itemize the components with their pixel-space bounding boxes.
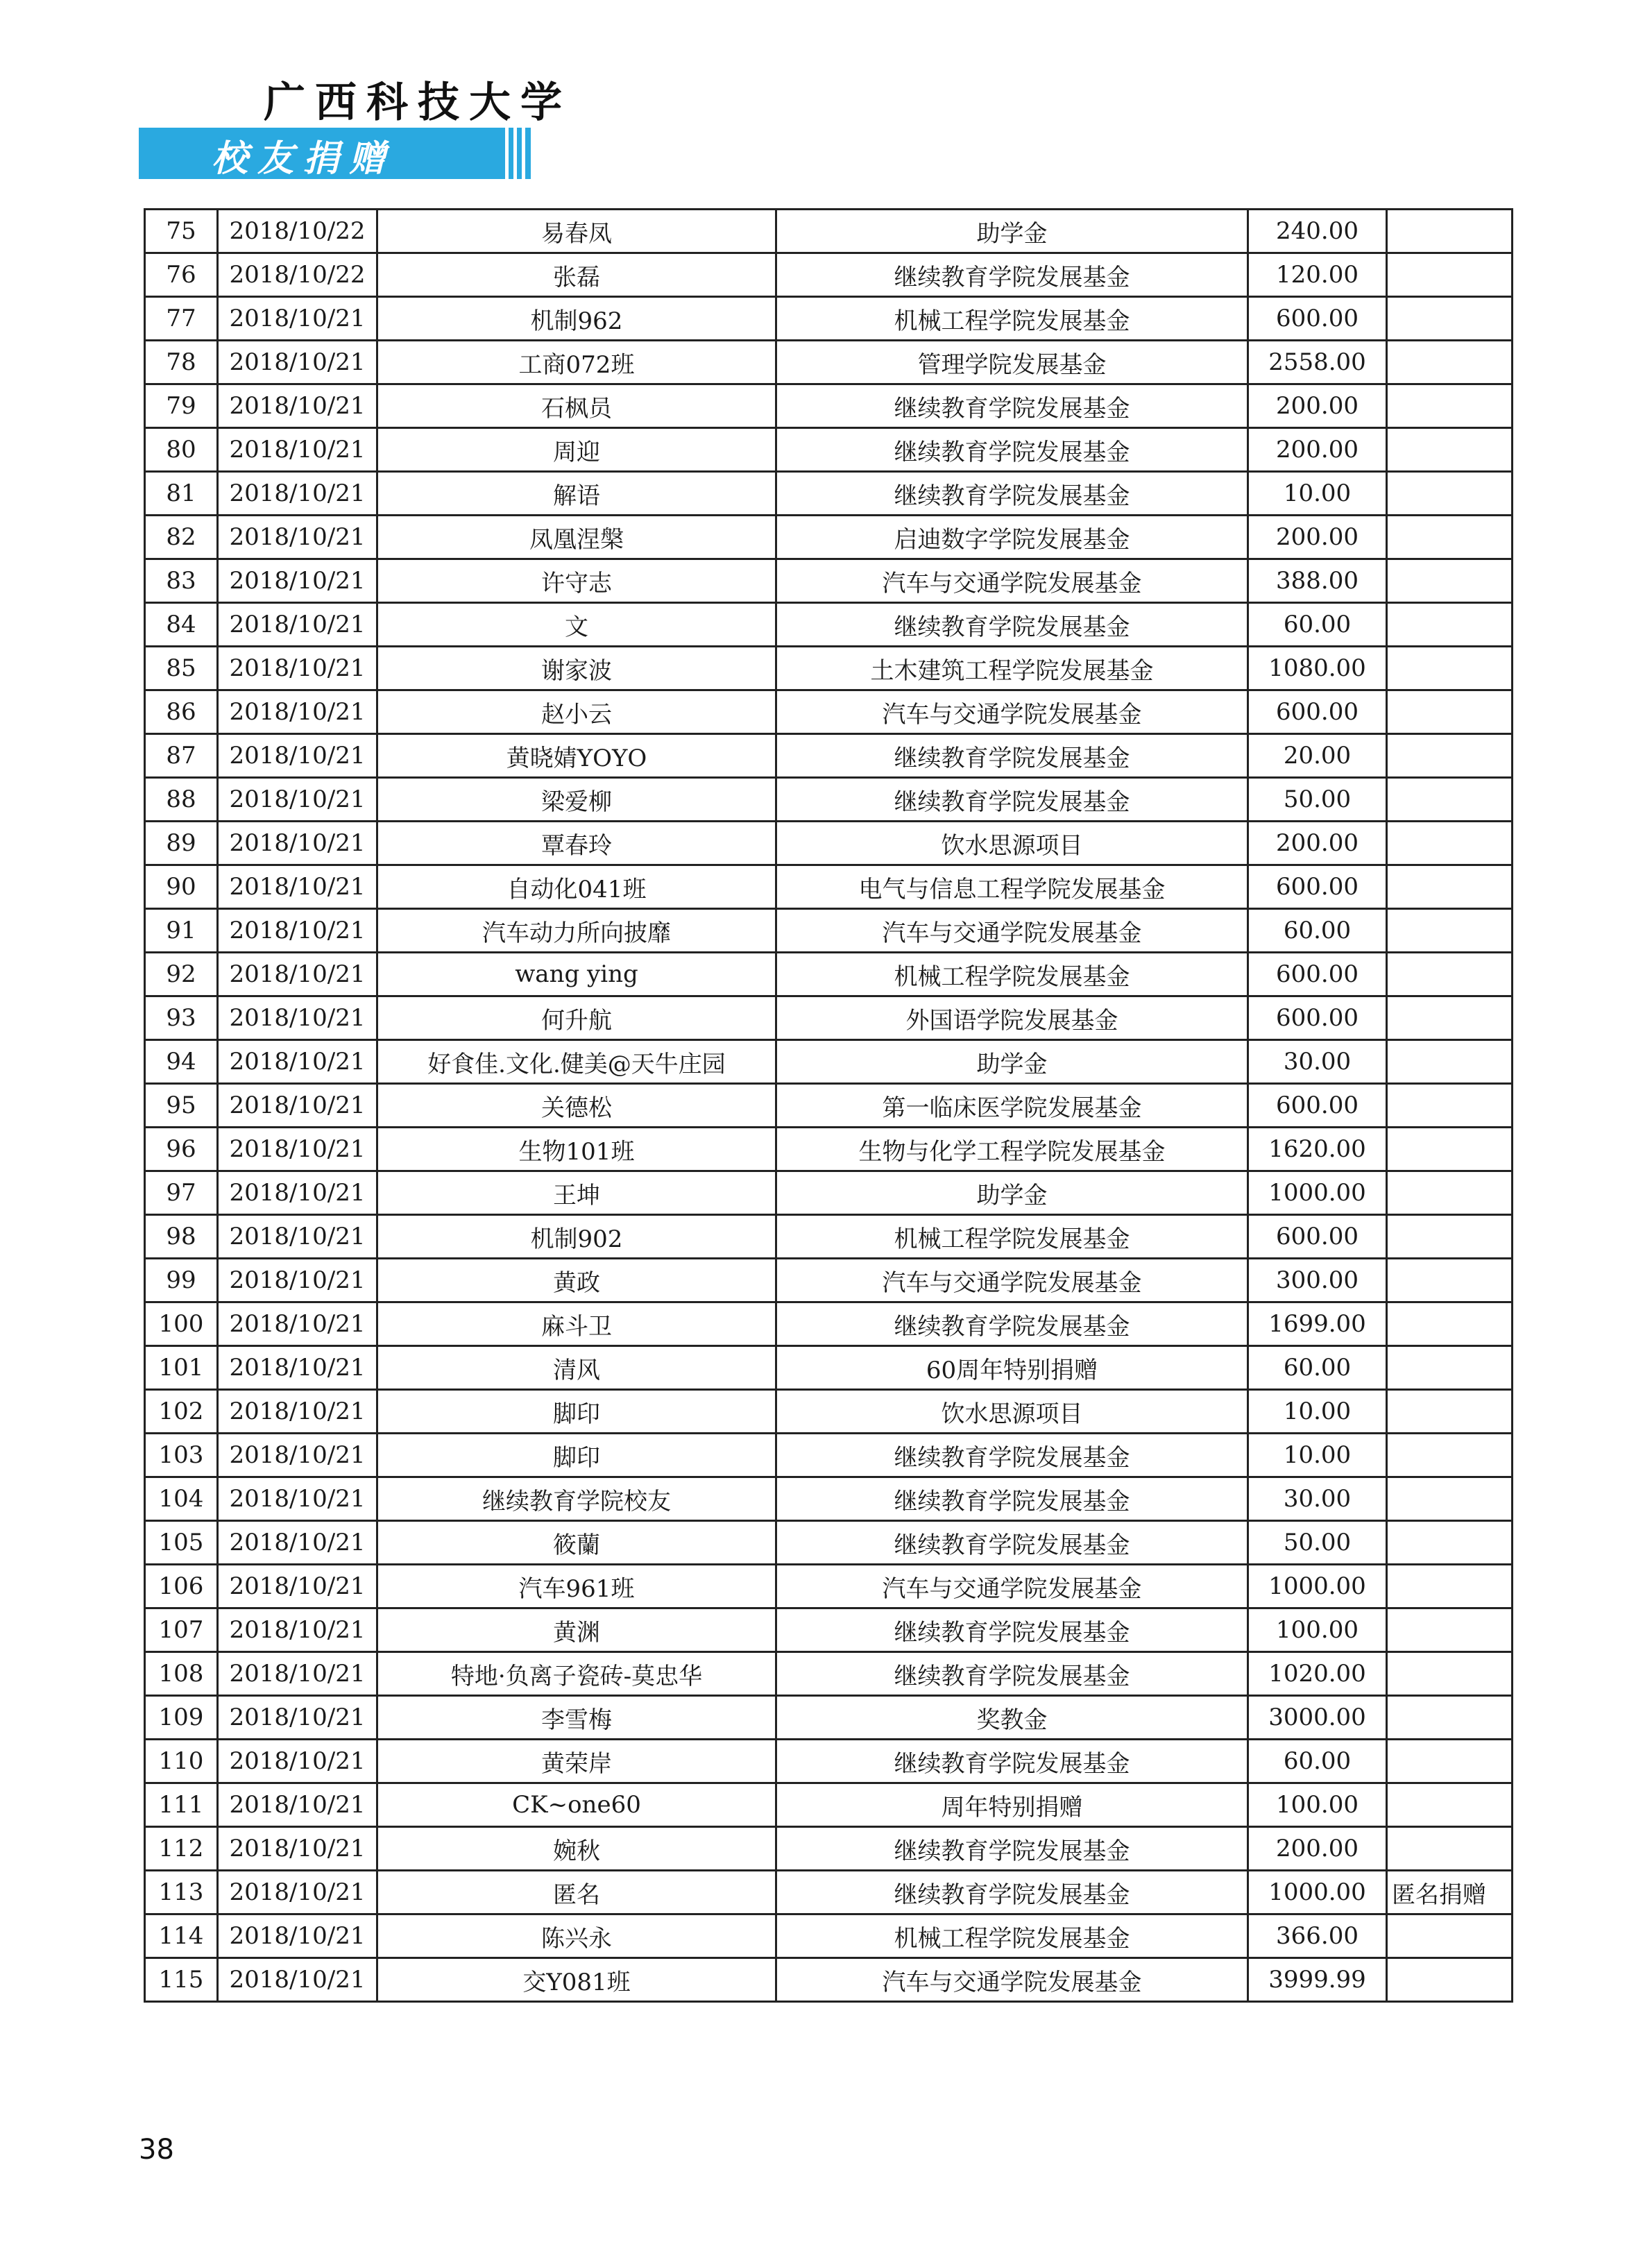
fund-name: 继续教育学院发展基金 <box>776 1521 1248 1565</box>
donation-date: 2018/10/21 <box>218 1215 377 1259</box>
fund-name: 机械工程学院发展基金 <box>776 1914 1248 1958</box>
fund-name: 饮水思源项目 <box>776 822 1248 865</box>
donation-date: 2018/10/21 <box>218 1696 377 1740</box>
row-number: 78 <box>145 341 218 384</box>
donation-note <box>1387 1565 1513 1608</box>
donor-name: 筱蘭 <box>377 1521 776 1565</box>
table-row <box>145 865 1513 909</box>
donation-date: 2018/10/21 <box>218 1827 377 1871</box>
table-row <box>145 516 1513 559</box>
row-number: 83 <box>145 559 218 603</box>
row-number: 82 <box>145 516 218 559</box>
fund-name: 继续教育学院发展基金 <box>776 1871 1248 1914</box>
donation-amount: 200.00 <box>1248 516 1387 559</box>
table-row <box>145 1914 1513 1958</box>
fund-name: 继续教育学院发展基金 <box>776 1827 1248 1871</box>
donation-note <box>1387 778 1513 822</box>
donation-amount: 30.00 <box>1248 1040 1387 1084</box>
fund-name: 继续教育学院发展基金 <box>776 428 1248 472</box>
donation-date: 2018/10/21 <box>218 647 377 690</box>
table-row <box>145 734 1513 778</box>
row-number: 108 <box>145 1652 218 1696</box>
donation-note <box>1387 1390 1513 1434</box>
donation-note <box>1387 647 1513 690</box>
donation-date: 2018/10/21 <box>218 559 377 603</box>
table-row <box>145 428 1513 472</box>
donor-name: 脚印 <box>377 1390 776 1434</box>
donor-name: 清风 <box>377 1346 776 1390</box>
donation-amount: 50.00 <box>1248 1521 1387 1565</box>
table-row <box>145 1040 1513 1084</box>
donation-note <box>1387 1346 1513 1390</box>
banner-stripe <box>522 128 525 179</box>
donation-amount: 10.00 <box>1248 1390 1387 1434</box>
fund-name: 汽车与交通学院发展基金 <box>776 909 1248 953</box>
table-row <box>145 559 1513 603</box>
banner-stripe <box>513 128 517 179</box>
donation-amount: 1020.00 <box>1248 1652 1387 1696</box>
row-number: 84 <box>145 603 218 647</box>
donor-name: 好食佳.文化.健美@天牛庄园 <box>377 1040 776 1084</box>
table-row <box>145 1434 1513 1477</box>
donation-amount: 100.00 <box>1248 1783 1387 1827</box>
table-row <box>145 996 1513 1040</box>
row-number: 109 <box>145 1696 218 1740</box>
donation-amount: 200.00 <box>1248 384 1387 428</box>
donation-date: 2018/10/21 <box>218 996 377 1040</box>
table-row <box>145 1696 1513 1740</box>
donation-amount: 10.00 <box>1248 472 1387 516</box>
table-row <box>145 603 1513 647</box>
fund-name: 继续教育学院发展基金 <box>776 472 1248 516</box>
donation-note <box>1387 1696 1513 1740</box>
donation-note <box>1387 1958 1513 2002</box>
donor-name: 何升航 <box>377 996 776 1040</box>
donation-note <box>1387 1783 1513 1827</box>
donation-date: 2018/10/21 <box>218 428 377 472</box>
donor-name: 张磊 <box>377 253 776 297</box>
donation-date: 2018/10/21 <box>218 1171 377 1215</box>
row-number: 97 <box>145 1171 218 1215</box>
fund-name: 继续教育学院发展基金 <box>776 1302 1248 1346</box>
table-row <box>145 384 1513 428</box>
fund-name: 汽车与交通学院发展基金 <box>776 1958 1248 2002</box>
donor-name: 周迎 <box>377 428 776 472</box>
donation-date: 2018/10/21 <box>218 1608 377 1652</box>
fund-name: 继续教育学院发展基金 <box>776 1477 1248 1521</box>
row-number: 90 <box>145 865 218 909</box>
table-row <box>145 1477 1513 1521</box>
table-row <box>145 1565 1513 1608</box>
table-row <box>145 953 1513 996</box>
donor-name: 易春凤 <box>377 210 776 253</box>
donation-note <box>1387 384 1513 428</box>
fund-name: 汽车与交通学院发展基金 <box>776 690 1248 734</box>
donation-amount: 60.00 <box>1248 1740 1387 1783</box>
donor-name: 谢家波 <box>377 647 776 690</box>
table-row <box>145 647 1513 690</box>
table-row <box>145 1084 1513 1128</box>
row-number: 100 <box>145 1302 218 1346</box>
donation-amount: 200.00 <box>1248 822 1387 865</box>
donation-note <box>1387 1521 1513 1565</box>
table-row <box>145 1958 1513 2002</box>
row-number: 107 <box>145 1608 218 1652</box>
donation-note <box>1387 1259 1513 1302</box>
donation-date: 2018/10/21 <box>218 865 377 909</box>
row-number: 75 <box>145 210 218 253</box>
donation-amount: 1080.00 <box>1248 647 1387 690</box>
donor-name: 机制902 <box>377 1215 776 1259</box>
donor-name: wang ying <box>377 953 776 996</box>
donation-amount: 3000.00 <box>1248 1696 1387 1740</box>
donation-note <box>1387 734 1513 778</box>
donation-date: 2018/10/21 <box>218 1346 377 1390</box>
donation-date: 2018/10/21 <box>218 1259 377 1302</box>
donation-amount: 366.00 <box>1248 1914 1387 1958</box>
row-number: 110 <box>145 1740 218 1783</box>
section-title: 校友捐赠 <box>212 138 395 180</box>
row-number: 80 <box>145 428 218 472</box>
table-row <box>145 1652 1513 1696</box>
donation-table <box>144 208 1513 2003</box>
fund-name: 继续教育学院发展基金 <box>776 1608 1248 1652</box>
donation-date: 2018/10/22 <box>218 210 377 253</box>
donor-name: 黄荣岸 <box>377 1740 776 1783</box>
donation-note <box>1387 297 1513 341</box>
table-row <box>145 1783 1513 1827</box>
fund-name: 继续教育学院发展基金 <box>776 734 1248 778</box>
fund-name: 继续教育学院发展基金 <box>776 1434 1248 1477</box>
donation-date: 2018/10/21 <box>218 1302 377 1346</box>
table-row <box>145 690 1513 734</box>
donor-name: CK~one60 <box>377 1783 776 1827</box>
donation-note <box>1387 865 1513 909</box>
row-number: 88 <box>145 778 218 822</box>
row-number: 89 <box>145 822 218 865</box>
donation-date: 2018/10/21 <box>218 1040 377 1084</box>
donor-name: 机制962 <box>377 297 776 341</box>
donor-name: 黄政 <box>377 1259 776 1302</box>
row-number: 98 <box>145 1215 218 1259</box>
row-number: 111 <box>145 1783 218 1827</box>
table-row <box>145 1128 1513 1171</box>
row-number: 105 <box>145 1521 218 1565</box>
row-number: 86 <box>145 690 218 734</box>
donation-date: 2018/10/21 <box>218 516 377 559</box>
donor-name: 凤凰涅槃 <box>377 516 776 559</box>
donation-note <box>1387 1302 1513 1346</box>
row-number: 87 <box>145 734 218 778</box>
fund-name: 继续教育学院发展基金 <box>776 778 1248 822</box>
donor-name: 麻斗卫 <box>377 1302 776 1346</box>
donation-amount: 10.00 <box>1248 1434 1387 1477</box>
donor-name: 特地·负离子瓷砖-莫忠华 <box>377 1652 776 1696</box>
donation-amount: 100.00 <box>1248 1608 1387 1652</box>
row-number: 103 <box>145 1434 218 1477</box>
donation-note <box>1387 428 1513 472</box>
donor-name: 婉秋 <box>377 1827 776 1871</box>
fund-name: 助学金 <box>776 1171 1248 1215</box>
donor-name: 交Y081班 <box>377 1958 776 2002</box>
donation-date: 2018/10/21 <box>218 822 377 865</box>
fund-name: 生物与化学工程学院发展基金 <box>776 1128 1248 1171</box>
row-number: 101 <box>145 1346 218 1390</box>
donation-note <box>1387 996 1513 1040</box>
donation-date: 2018/10/21 <box>218 1783 377 1827</box>
donation-amount: 2558.00 <box>1248 341 1387 384</box>
fund-name: 机械工程学院发展基金 <box>776 953 1248 996</box>
donation-amount: 600.00 <box>1248 1084 1387 1128</box>
donation-amount: 1000.00 <box>1248 1871 1387 1914</box>
donor-name: 脚印 <box>377 1434 776 1477</box>
donation-note <box>1387 210 1513 253</box>
donation-amount: 600.00 <box>1248 996 1387 1040</box>
table-row <box>145 472 1513 516</box>
donation-note <box>1387 909 1513 953</box>
row-number: 77 <box>145 297 218 341</box>
donor-name: 汽车961班 <box>377 1565 776 1608</box>
table-row <box>145 297 1513 341</box>
donation-note <box>1387 559 1513 603</box>
donation-note <box>1387 1434 1513 1477</box>
donation-amount: 3999.99 <box>1248 1958 1387 2002</box>
donation-note <box>1387 253 1513 297</box>
donation-date: 2018/10/21 <box>218 297 377 341</box>
fund-name: 外国语学院发展基金 <box>776 996 1248 1040</box>
donation-date: 2018/10/21 <box>218 384 377 428</box>
row-number: 115 <box>145 1958 218 2002</box>
donation-date: 2018/10/21 <box>218 909 377 953</box>
donation-amount: 388.00 <box>1248 559 1387 603</box>
donation-note <box>1387 1740 1513 1783</box>
donation-note: 匿名捐赠 <box>1387 1871 1513 1914</box>
donation-note <box>1387 1608 1513 1652</box>
donation-date: 2018/10/21 <box>218 1565 377 1608</box>
table-row <box>145 1740 1513 1783</box>
fund-name: 第一临床医学院发展基金 <box>776 1084 1248 1128</box>
fund-name: 继续教育学院发展基金 <box>776 603 1248 647</box>
donation-amount: 120.00 <box>1248 253 1387 297</box>
fund-name: 继续教育学院发展基金 <box>776 384 1248 428</box>
donation-note <box>1387 472 1513 516</box>
donation-date: 2018/10/22 <box>218 253 377 297</box>
donor-name: 匿名 <box>377 1871 776 1914</box>
table-row <box>145 1302 1513 1346</box>
donation-note <box>1387 341 1513 384</box>
donation-note <box>1387 1827 1513 1871</box>
donation-date: 2018/10/21 <box>218 1871 377 1914</box>
donor-name: 赵小云 <box>377 690 776 734</box>
table-row <box>145 253 1513 297</box>
row-number: 76 <box>145 253 218 297</box>
donor-name: 关德松 <box>377 1084 776 1128</box>
donation-amount: 1620.00 <box>1248 1128 1387 1171</box>
donation-amount: 1000.00 <box>1248 1565 1387 1608</box>
donation-date: 2018/10/21 <box>218 1390 377 1434</box>
donation-amount: 600.00 <box>1248 953 1387 996</box>
table-row <box>145 1608 1513 1652</box>
donation-note <box>1387 1215 1513 1259</box>
donation-note <box>1387 1652 1513 1696</box>
donor-name: 石枫员 <box>377 384 776 428</box>
fund-name: 机械工程学院发展基金 <box>776 1215 1248 1259</box>
fund-name: 继续教育学院发展基金 <box>776 1740 1248 1783</box>
banner-stripes <box>505 128 525 179</box>
donation-amount: 600.00 <box>1248 690 1387 734</box>
row-number: 112 <box>145 1827 218 1871</box>
fund-name: 管理学院发展基金 <box>776 341 1248 384</box>
row-number: 85 <box>145 647 218 690</box>
donation-date: 2018/10/21 <box>218 1740 377 1783</box>
donation-amount: 200.00 <box>1248 428 1387 472</box>
fund-name: 继续教育学院发展基金 <box>776 253 1248 297</box>
donation-date: 2018/10/21 <box>218 472 377 516</box>
section-banner <box>139 128 531 179</box>
donation-amount: 240.00 <box>1248 210 1387 253</box>
donor-name: 解语 <box>377 472 776 516</box>
row-number: 96 <box>145 1128 218 1171</box>
table-row <box>145 1871 1513 1914</box>
donation-amount: 600.00 <box>1248 1215 1387 1259</box>
donor-name: 汽车动力所向披靡 <box>377 909 776 953</box>
row-number: 114 <box>145 1914 218 1958</box>
donor-name: 继续教育学院校友 <box>377 1477 776 1521</box>
donation-date: 2018/10/21 <box>218 1652 377 1696</box>
donation-amount: 60.00 <box>1248 603 1387 647</box>
donation-amount: 60.00 <box>1248 1346 1387 1390</box>
table-row <box>145 1171 1513 1215</box>
row-number: 91 <box>145 909 218 953</box>
donation-date: 2018/10/21 <box>218 341 377 384</box>
donation-date: 2018/10/21 <box>218 1128 377 1171</box>
table-row <box>145 210 1513 253</box>
donation-date: 2018/10/21 <box>218 690 377 734</box>
donor-name: 陈兴永 <box>377 1914 776 1958</box>
donation-amount: 600.00 <box>1248 865 1387 909</box>
donor-name: 李雪梅 <box>377 1696 776 1740</box>
fund-name: 汽车与交通学院发展基金 <box>776 1259 1248 1302</box>
table-row <box>145 1346 1513 1390</box>
donation-amount: 200.00 <box>1248 1827 1387 1871</box>
donor-name: 文 <box>377 603 776 647</box>
fund-name: 饮水思源项目 <box>776 1390 1248 1434</box>
donation-date: 2018/10/21 <box>218 603 377 647</box>
row-number: 81 <box>145 472 218 516</box>
fund-name: 电气与信息工程学院发展基金 <box>776 865 1248 909</box>
donation-amount: 600.00 <box>1248 297 1387 341</box>
donation-note <box>1387 516 1513 559</box>
donation-note <box>1387 1914 1513 1958</box>
donor-name: 自动化041班 <box>377 865 776 909</box>
donation-amount: 300.00 <box>1248 1259 1387 1302</box>
donation-amount: 1000.00 <box>1248 1171 1387 1215</box>
fund-name: 助学金 <box>776 1040 1248 1084</box>
fund-name: 60周年特别捐赠 <box>776 1346 1248 1390</box>
fund-name: 继续教育学院发展基金 <box>776 1652 1248 1696</box>
fund-name: 机械工程学院发展基金 <box>776 297 1248 341</box>
table-row <box>145 1259 1513 1302</box>
fund-name: 汽车与交通学院发展基金 <box>776 1565 1248 1608</box>
row-number: 93 <box>145 996 218 1040</box>
row-number: 95 <box>145 1084 218 1128</box>
donation-note <box>1387 1171 1513 1215</box>
table-row <box>145 1390 1513 1434</box>
row-number: 104 <box>145 1477 218 1521</box>
page-number: 38 <box>139 2134 174 2166</box>
table-row <box>145 822 1513 865</box>
donation-date: 2018/10/21 <box>218 1958 377 2002</box>
row-number: 79 <box>145 384 218 428</box>
donation-note <box>1387 822 1513 865</box>
donation-amount: 50.00 <box>1248 778 1387 822</box>
donor-name: 覃春玲 <box>377 822 776 865</box>
donation-date: 2018/10/21 <box>218 734 377 778</box>
donation-amount: 60.00 <box>1248 909 1387 953</box>
row-number: 106 <box>145 1565 218 1608</box>
donor-name: 工商072班 <box>377 341 776 384</box>
donor-name: 梁爱柳 <box>377 778 776 822</box>
donor-name: 黄晓婧YOYO <box>377 734 776 778</box>
donation-amount: 1699.00 <box>1248 1302 1387 1346</box>
donation-date: 2018/10/21 <box>218 1477 377 1521</box>
donation-amount: 30.00 <box>1248 1477 1387 1521</box>
row-number: 102 <box>145 1390 218 1434</box>
table-row <box>145 1215 1513 1259</box>
table-row <box>145 778 1513 822</box>
row-number: 92 <box>145 953 218 996</box>
banner-stripe <box>505 128 509 179</box>
donation-date: 2018/10/21 <box>218 1084 377 1128</box>
fund-name: 助学金 <box>776 210 1248 253</box>
donation-note <box>1387 1084 1513 1128</box>
donation-date: 2018/10/21 <box>218 778 377 822</box>
donor-name: 黄渊 <box>377 1608 776 1652</box>
donation-amount: 20.00 <box>1248 734 1387 778</box>
row-number: 94 <box>145 1040 218 1084</box>
donor-name: 许守志 <box>377 559 776 603</box>
table-row <box>145 341 1513 384</box>
row-number: 113 <box>145 1871 218 1914</box>
donation-date: 2018/10/21 <box>218 1434 377 1477</box>
university-name: 广西科技大学 <box>264 78 572 127</box>
donation-note <box>1387 1477 1513 1521</box>
fund-name: 汽车与交通学院发展基金 <box>776 559 1248 603</box>
donation-note <box>1387 1040 1513 1084</box>
fund-name: 土木建筑工程学院发展基金 <box>776 647 1248 690</box>
table-row <box>145 909 1513 953</box>
donation-date: 2018/10/21 <box>218 953 377 996</box>
table-row <box>145 1827 1513 1871</box>
donation-note <box>1387 690 1513 734</box>
donation-note <box>1387 1128 1513 1171</box>
donation-date: 2018/10/21 <box>218 1521 377 1565</box>
fund-name: 启迪数字学院发展基金 <box>776 516 1248 559</box>
donor-name: 生物101班 <box>377 1128 776 1171</box>
row-number: 99 <box>145 1259 218 1302</box>
donor-name: 王坤 <box>377 1171 776 1215</box>
fund-name: 周年特别捐赠 <box>776 1783 1248 1827</box>
donation-note <box>1387 603 1513 647</box>
fund-name: 奖教金 <box>776 1696 1248 1740</box>
donation-date: 2018/10/21 <box>218 1914 377 1958</box>
donation-note <box>1387 953 1513 996</box>
table-row <box>145 1521 1513 1565</box>
